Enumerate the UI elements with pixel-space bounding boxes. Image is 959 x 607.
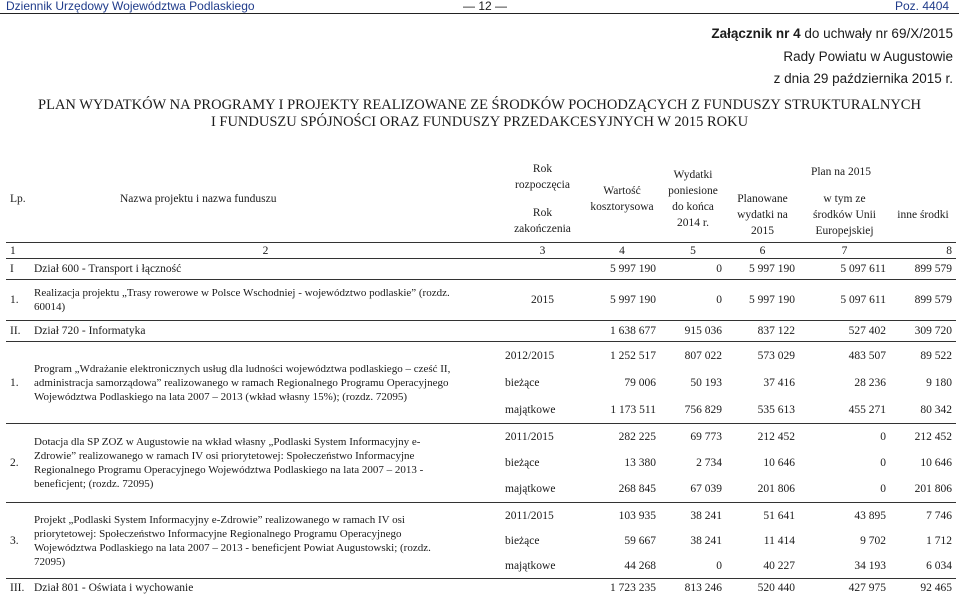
page-header — [0, 0, 959, 14]
journal-name: Dziennik Urzędowy Województwa Podlaskiego — [6, 0, 255, 13]
cell-value: 13 380 — [624, 457, 656, 469]
cell-value: 50 193 — [690, 376, 722, 389]
header-rule — [0, 13, 959, 14]
row-label: bieżące — [505, 534, 540, 547]
section-row — [6, 579, 956, 597]
section-name: Dział 801 - Oświata i wychowanie — [30, 579, 584, 597]
col-rok-zakonczenia: Rok zakończenia — [514, 207, 571, 235]
budget-table — [6, 156, 956, 596]
cell-value: 520 440 — [726, 579, 799, 597]
cell-value: 212 452 — [890, 424, 956, 451]
section-name: Dział 720 - Informatyka — [30, 321, 584, 342]
document-title-line-2: I FUNDUSZU SPÓJNOŚCI ORAZ FUNDUSZY PRZEDAKCESYJNYCH W 2015 ROKU — [210, 114, 749, 130]
cell-value: 7 746 — [890, 503, 956, 529]
cell-value: 38 241 — [690, 534, 722, 547]
resolution-number: do uchwały nr 69/X/2015 — [800, 26, 953, 41]
row-label: 2012/2015 — [501, 342, 584, 370]
cell-value: 10 646 — [920, 457, 952, 469]
col-number: 8 — [890, 243, 956, 259]
cell-value: 34 193 — [854, 559, 886, 572]
row-label: 2011/2015 — [501, 503, 584, 529]
col-number: 1 — [6, 243, 30, 259]
cell-value: 92 465 — [890, 579, 956, 597]
cell-value: 0 — [880, 457, 886, 469]
position-number: Poz. 4404 — [895, 0, 950, 13]
section-name: Dział 600 - Transport i łączność — [30, 259, 584, 280]
project-row — [6, 503, 956, 529]
row-label: bieżące — [505, 376, 540, 389]
cell-value: 103 935 — [584, 503, 660, 529]
cell-value: 40 227 — [763, 559, 795, 572]
attachment-date: z dnia 29 października 2015 r. — [773, 71, 953, 86]
col-inne: inne środki — [897, 209, 949, 221]
cell-value: 1 173 511 — [610, 403, 656, 416]
cell-value: 756 829 — [684, 403, 722, 416]
cell-value: 1 252 517 — [584, 342, 660, 370]
section-lp: I — [6, 259, 30, 280]
cell-value: 5 997 190 — [584, 280, 660, 321]
cell-value: 282 225 — [584, 424, 660, 451]
cell-value: 1 638 677 — [584, 321, 660, 342]
cell-value: 427 975 — [799, 579, 890, 597]
cell-value: 573 029 — [726, 342, 799, 370]
cell-value: 0 — [716, 559, 722, 572]
cell-value: 309 720 — [890, 321, 956, 342]
project-row — [6, 342, 956, 370]
project-row — [6, 424, 956, 451]
cell-value: 10 646 — [763, 457, 795, 469]
col-number: 7 — [799, 243, 890, 259]
col-number: 4 — [584, 243, 660, 259]
col-lp: Lp. — [10, 193, 26, 205]
project-row — [6, 280, 956, 321]
cell-value: 38 241 — [660, 503, 726, 529]
cell-value: 59 667 — [624, 534, 656, 547]
cell-value: 43 895 — [799, 503, 890, 529]
cell-value: 5 097 611 — [799, 280, 890, 321]
project-lp: 3. — [6, 503, 30, 579]
project-name: Program „Wdrażanie elektronicznych usług dla ludności województwa podlaskiego – cześć II, administracja samorządowa” realizowanego w ramach Regionalnego Programu Operacyjnego Województwa Podlaskiego na lata 2007 – 2013 (wkład własny 15%); (rozdz. 72095) — [30, 342, 501, 424]
cell-value: 899 579 — [890, 280, 956, 321]
page-number: — 12 — — [463, 0, 508, 13]
cell-value: 201 806 — [757, 483, 795, 495]
cell-value: 5 997 190 — [726, 280, 799, 321]
cell-value: 6 034 — [926, 559, 952, 572]
cell-value: 813 246 — [660, 579, 726, 597]
project-lp: 1. — [6, 342, 30, 424]
cell-value: 11 414 — [763, 534, 795, 547]
document-title-line-1: PLAN WYDATKÓW NA PROGRAMY I PROJEKTY REALIZOWANE ZE ŚRODKÓW POCHODZĄCYCH Z FUNDUSZY STRUKTURALNYCH — [38, 97, 921, 113]
project-year: 2015 — [501, 280, 584, 321]
cell-value: 67 039 — [690, 483, 722, 495]
cell-value: 9 180 — [926, 376, 952, 389]
col-plan: Plan na 2015 — [810, 166, 872, 178]
cell-value: 837 122 — [726, 321, 799, 342]
project-lp: 1. — [6, 280, 30, 321]
cell-value: 0 — [660, 280, 726, 321]
attachment-line-2: Rady Powiatu w Augustowie — [783, 49, 953, 64]
col-years — [501, 156, 584, 243]
cell-value: 69 773 — [660, 424, 726, 451]
column-numbers-row — [6, 243, 956, 259]
project-name: Realizacja projektu „Trasy rowerowe w Polsce Wschodniej - województwo podlaskie” (rozdz. 60014) — [30, 280, 501, 321]
row-label: majątkowe — [505, 483, 556, 495]
cell-value: 2 734 — [696, 457, 722, 469]
cell-value: 0 — [799, 424, 890, 451]
cell-value: 28 236 — [854, 376, 886, 389]
cell-value: 455 271 — [848, 403, 886, 416]
row-label: 2011/2015 — [501, 424, 584, 451]
cell-value: 9 702 — [860, 534, 886, 547]
cell-value: 268 845 — [618, 483, 656, 495]
cell-value: 483 507 — [799, 342, 890, 370]
cell-value: 1 712 — [926, 534, 952, 547]
col-wydatki: Wydatki poniesione do końca 2014 r. — [668, 169, 718, 229]
col-number: 5 — [660, 243, 726, 259]
section-lp: II. — [6, 321, 30, 342]
section-lp: III. — [6, 579, 30, 597]
project-name: Dotacja dla SP ZOZ w Augustowie na wkład własny „Podlaski System Informacyjny e-Zdrowie” realizowanego w ramach IV osi priorytetowej: Społeczeństwo Informacyjne Regionalnego Programu Operacyjnego Województwa Podlaskiego na lata 2007 – 2013 - beneficjent; (rozdz. 72095) — [30, 424, 501, 503]
row-label: majątkowe — [505, 403, 556, 416]
col-ue: w tym ze środków Unii Europejskiej — [813, 193, 876, 237]
attachment-line-1 — [711, 26, 953, 41]
cell-value: 5 997 190 — [726, 259, 799, 280]
cell-value: 1 723 235 — [584, 579, 660, 597]
cell-value: 80 342 — [920, 403, 952, 416]
cell-value: 37 416 — [763, 376, 795, 389]
cell-value: 807 022 — [660, 342, 726, 370]
project-name: Projekt „Podlaski System Informacyjny e-Zdrowie” realizowanego w ramach IV osi priorytetowej: Społeczeństwo Informacyjne Regionalnego Programu Operacyjnego Województwa Podlaskiego na lata 2007 – 2013 - beneficjent Powiat Augustowski; (rozdz. 72095) — [30, 503, 501, 579]
cell-value: 79 006 — [624, 376, 656, 389]
col-number: 2 — [30, 243, 501, 259]
attachment-number: Załącznik nr 4 — [711, 26, 801, 41]
cell-value: 535 613 — [757, 403, 795, 416]
cell-value: 5 097 611 — [799, 259, 890, 280]
cell-value: 89 522 — [890, 342, 956, 370]
col-number: 6 — [726, 243, 799, 259]
header-row — [6, 156, 956, 188]
cell-value: 44 268 — [624, 559, 656, 572]
row-label: bieżące — [505, 457, 540, 469]
cell-value: 899 579 — [890, 259, 956, 280]
cell-value: 0 — [880, 483, 886, 495]
cell-value: 0 — [660, 259, 726, 280]
col-wartosc: Wartość kosztorysowa — [590, 185, 654, 213]
section-row — [6, 259, 956, 280]
cell-value: 527 402 — [799, 321, 890, 342]
section-row — [6, 321, 956, 342]
cell-value: 201 806 — [914, 483, 952, 495]
cell-value: 5 997 190 — [584, 259, 660, 280]
cell-value: 51 641 — [726, 503, 799, 529]
cell-value: 915 036 — [660, 321, 726, 342]
col-name: Nazwa projektu i nazwa funduszu — [120, 193, 277, 205]
col-planowane: Planowane wydatki na 2015 — [737, 193, 788, 237]
col-rok-rozpoczecia: Rok rozpoczęcia — [515, 163, 570, 191]
col-number: 3 — [501, 243, 584, 259]
cell-value: 212 452 — [726, 424, 799, 451]
project-lp: 2. — [6, 424, 30, 503]
row-label: majątkowe — [505, 559, 556, 572]
